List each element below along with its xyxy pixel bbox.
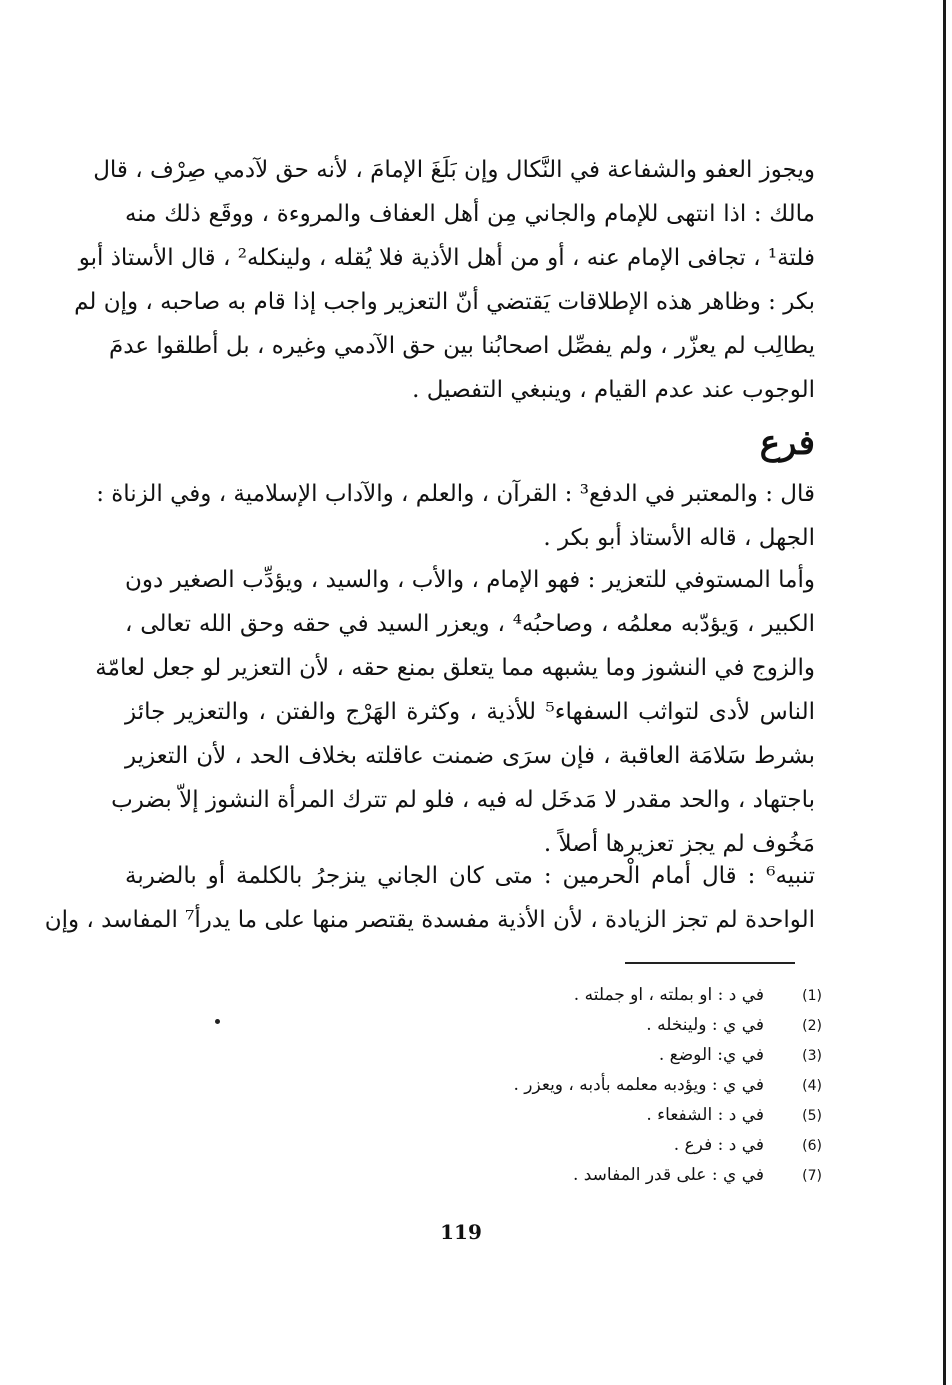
section-heading: فرع [759,423,815,463]
footnote-number: (2) [802,1018,822,1034]
scan-speck [215,1019,220,1024]
footnote-5 [262,1100,822,1130]
text-line: بكر : وظاهر هذه الإطلاقات يَقتضي أنّ التعزير واجب إذا قام به صاحبه ، وإن لم [74,289,815,315]
text-line: فلتة¹ ، تجافى الإمام عنه ، أو من أهل الأذية فلا يُقله ، ولينكله² ، قال الأستاذ أبو [78,245,815,271]
text-line: ويجوز العفو والشفاعة في النَّكال وإن بَلَغَ الإمامَ ، لأنه حق لآدمي صِرْف ، قال [93,157,815,183]
text-line: مَخُوف لم يجز تعزيرها أصلاً . [543,831,815,857]
footnote-text: في ي : ويؤدبه معلمه بأدبه ، ويعزر . [513,1075,764,1095]
footnote-number: (4) [802,1078,822,1094]
text-line: قال : والمعتبر في الدفع³ : القرآن ، والعلم ، والآداب الإسلامية ، وفي الزناة : [96,481,815,507]
footnote-separator [625,962,795,964]
text-line: مالك : اذا انتهى للإمام والجاني مِن أهل العفاف والمروءة ، ووقَع ذلك منه [125,201,815,227]
text-line: والزوج في النشوز وما يشبهه مما يتعلق بمنع حقه ، لأن التعزير لو جعل لعامّة [95,655,815,681]
text-line: يطالِب لم يعزّر ، ولم يفصِّل اصحابُنا بين حق الآدمي وغيره ، بل أطلقوا عدمَ [108,333,815,359]
footnote-text: في ي : على قدر المفاسد . [572,1165,764,1185]
footnote-text: في د : فرع . [673,1135,764,1155]
text-line: الجهل ، قاله الأستاذ أبو بكر . [543,525,815,551]
footnote-text: في ي : ولينخله . [646,1015,764,1035]
footnote-number: (1) [802,988,822,1004]
footnote-7 [262,1160,822,1190]
text-line: الواحدة لم تجز الزيادة ، لأن الأذية مفسدة يقتصر منها على ما يدرأ⁷ المفاسد ، وإن [44,907,815,933]
scan-edge [943,0,946,1385]
footnote-2 [262,1010,822,1040]
text-line: بشرط سَلامَة العاقبة ، فإن سرَى ضمنت عاقلته بخلاف الحد ، لأن التعزير [125,743,815,769]
footnote-number: (7) [802,1168,822,1184]
footnote-text: في د : او بملته ، او جملته . [573,985,764,1005]
footnote-number: (5) [802,1108,822,1124]
text-line: الوجوب عند عدم القيام ، وينبغي التفصيل . [412,377,815,403]
text-line: الكبير ، وَيؤدّبه معلمُه ، وصاحبُه⁴ ، ويعزر السيد في حقه وحق الله تعالى ، [125,611,816,637]
text-line: الناس لأدى لتواثب السفهاء⁵ للأذية ، وكثرة الهَرْج والفتن ، والتعزير جائز [125,699,815,725]
text-line: باجتهاد ، والحد مقدر لا مَدخَل له فيه ، فلو لم تترك المرأة النشوز إلاّ بضرب [111,787,815,813]
footnote-6 [262,1130,822,1160]
footnote-3 [262,1040,822,1070]
footnote-text: في د : الشفعاء . [646,1105,764,1125]
page-number: 119 [440,1220,482,1244]
footnote-4 [262,1070,822,1100]
footnote-number: (6) [802,1138,822,1154]
footnote-1 [262,980,822,1010]
text-line: وأما المستوفي للتعزير : فهو الإمام ، والأب ، والسيد ، ويؤدِّب الصغير دون [125,567,815,593]
footnote-text: في ي: الوضع . [658,1045,764,1065]
text-line: تنبيه⁶ : قال أمام الْحرمين : متى كان الجاني ينزجرُ بالكلمة أو بالضربة [125,863,815,889]
footnote-number: (3) [802,1048,822,1064]
